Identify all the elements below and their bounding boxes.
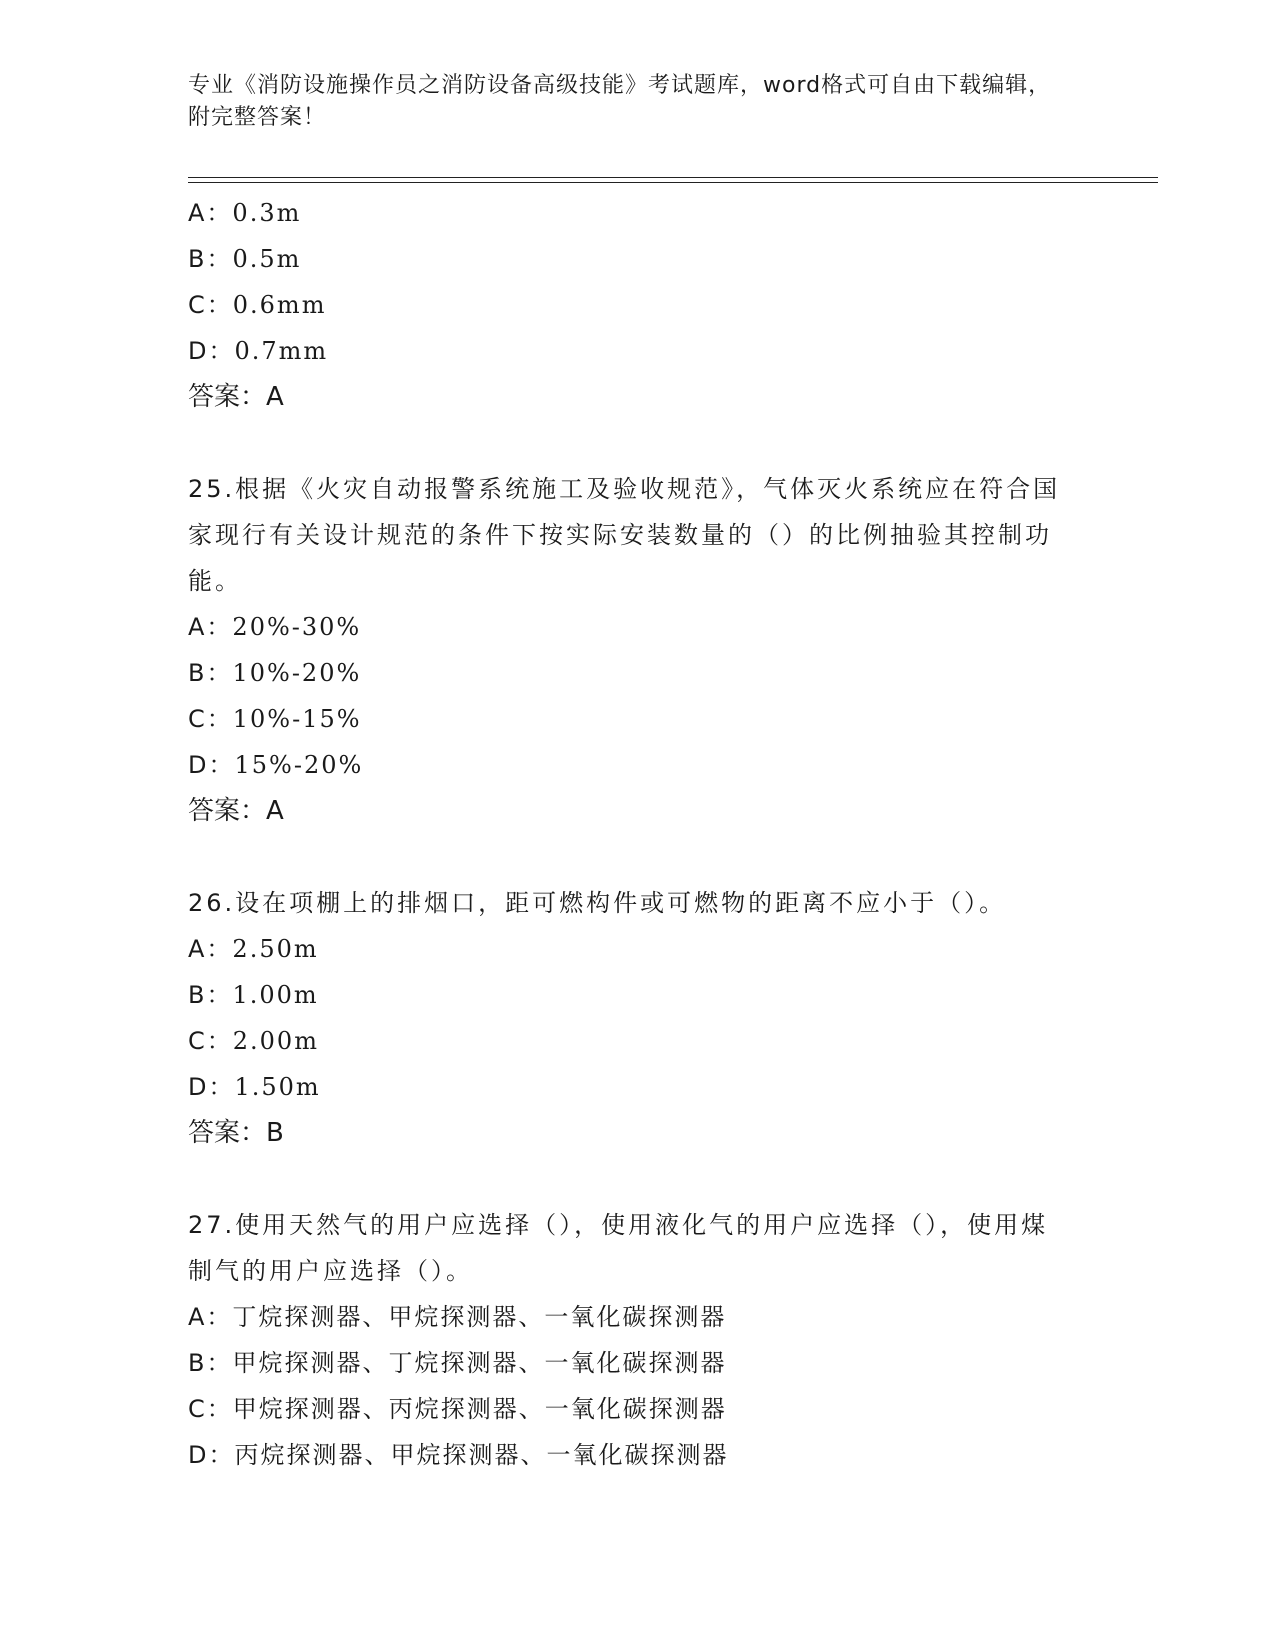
answer: 答案：A (188, 382, 284, 412)
header-text: 专业《消防设施操作员之消防设备高级技能》考试题库，word格式可自由下载编辑，附完整答案！ (188, 73, 1052, 130)
question-26 (188, 880, 1088, 1156)
answer: 答案：A (188, 796, 284, 826)
option-d: D：0.7mm (188, 337, 329, 365)
document-header (188, 70, 1158, 134)
header-divider-top (188, 177, 1158, 178)
option-c: C：甲烷探测器、丙烷探测器、一氧化碳探测器 (188, 1395, 727, 1423)
option-b: B：0.5m (188, 245, 302, 273)
option-d: D：15%-20% (188, 751, 364, 779)
option-b: B：1.00m (188, 981, 319, 1009)
option-b: B：10%-20% (188, 659, 362, 687)
question-text: 27.使用天然气的用户应选择（），使用液化气的用户应选择（），使用煤制气的用户应选择（）。 (188, 1211, 1049, 1285)
option-c: C：2.00m (188, 1027, 319, 1055)
question-list (188, 190, 1088, 1478)
option-c: C：10%-15% (188, 705, 362, 733)
question-text: 25.根据《火灾自动报警系统施工及验收规范》，气体灭火系统应在符合国家现行有关设计规范的条件下按实际安装数量的（）的比例抽验其控制功能。 (188, 475, 1061, 595)
question-27 (188, 1202, 1088, 1478)
header-divider-bottom (188, 182, 1158, 183)
option-d: D：丙烷探测器、甲烷探测器、一氧化碳探测器 (188, 1441, 729, 1469)
question-text: 26.设在项棚上的排烟口，距可燃构件或可燃物的距离不应小于（）。 (188, 889, 1007, 917)
option-c: C：0.6mm (188, 291, 327, 319)
question-24 (188, 190, 1088, 420)
option-a: A：丁烷探测器、甲烷探测器、一氧化碳探测器 (188, 1303, 727, 1331)
question-25 (188, 466, 1088, 834)
option-a: A：0.3m (188, 199, 302, 227)
option-a: A：20%-30% (188, 613, 362, 641)
answer: 答案：B (188, 1118, 284, 1148)
option-a: A：2.50m (188, 935, 319, 963)
option-b: B：甲烷探测器、丁烷探测器、一氧化碳探测器 (188, 1349, 727, 1377)
option-d: D：1.50m (188, 1073, 321, 1101)
